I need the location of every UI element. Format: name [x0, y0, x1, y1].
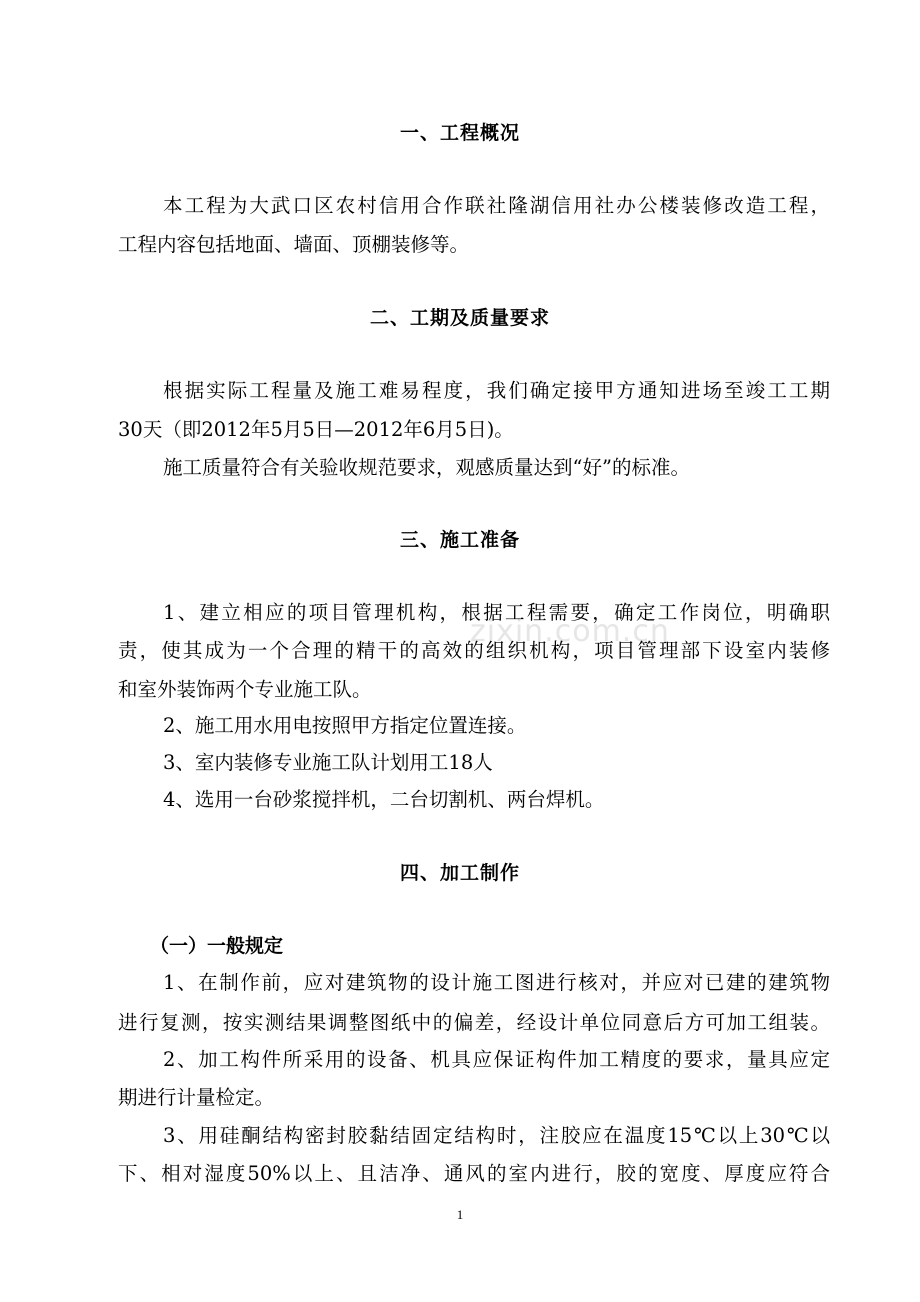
watermark: zixin.com.cn [470, 614, 670, 649]
paragraph-line: 责，使其成为一个合理的精干的高效的组织机构，项目管理部下设室内装修 [118, 639, 830, 662]
paragraph-line: 4、选用一台砂浆搅拌机，二台切割机、两台焊机。 [163, 788, 605, 811]
paragraph-line: 2、施工用水用电按照甲方指定位置连接。 [163, 714, 527, 737]
paragraph-line: 2、加工构件所采用的设备、机具应保证构件加工精度的要求，量具应定 [163, 1048, 830, 1071]
paragraph-line: 1、建立相应的项目管理机构，根据工程需要，确定工作岗位，明确职 [163, 601, 830, 624]
page-number: 1 [456, 1207, 464, 1222]
paragraph-line: 30天（即2012年5月5日—2012年6月5日)。 [118, 418, 514, 441]
section-heading-2: 二、工期及质量要求 [369, 307, 550, 329]
paragraph-line: 期进行计量检定。 [118, 1086, 275, 1109]
paragraph-line: 下、相对湿度50%以上、且洁净、通风的室内进行，胶的宽度、厚度应符合 [118, 1162, 830, 1185]
paragraph-line: 进行复测，按实测结果调整图纸中的偏差，经设计单位同意后方可加工组装。 [118, 1011, 830, 1034]
paragraph-line: 3、用硅酮结构密封胶黏结固定结构时，注胶应在温度15℃以上30℃以 [163, 1124, 830, 1147]
paragraph-line: 1、在制作前，应对建筑物的设计施工图进行核对，并应对已建的建筑物 [163, 971, 830, 994]
paragraph-line: 3、室内装修专业施工队计划用工18人 [163, 751, 493, 774]
paragraph-line: 和室外装饰两个专业施工队。 [118, 678, 372, 701]
paragraph-line: 本工程为大武口区农村信用合作联社隆湖信用社办公楼装修改造工程， [163, 194, 830, 217]
paragraph-line: 根据实际工程量及施工难易程度，我们确定接甲方通知进场至竣工工期 [163, 379, 830, 402]
section-heading-3: 三、施工准备 [399, 529, 520, 551]
subsection-heading: （一）一般规定 [150, 935, 284, 957]
section-heading-4: 四、加工制作 [399, 862, 520, 884]
paragraph-line: 施工质量符合有关验收规范要求，观感质量达到“好”的标准。 [163, 456, 690, 479]
paragraph-line: 工程内容包括地面、墙面、顶棚装修等。 [118, 233, 470, 256]
section-heading-1: 一、工程概况 [399, 122, 520, 144]
